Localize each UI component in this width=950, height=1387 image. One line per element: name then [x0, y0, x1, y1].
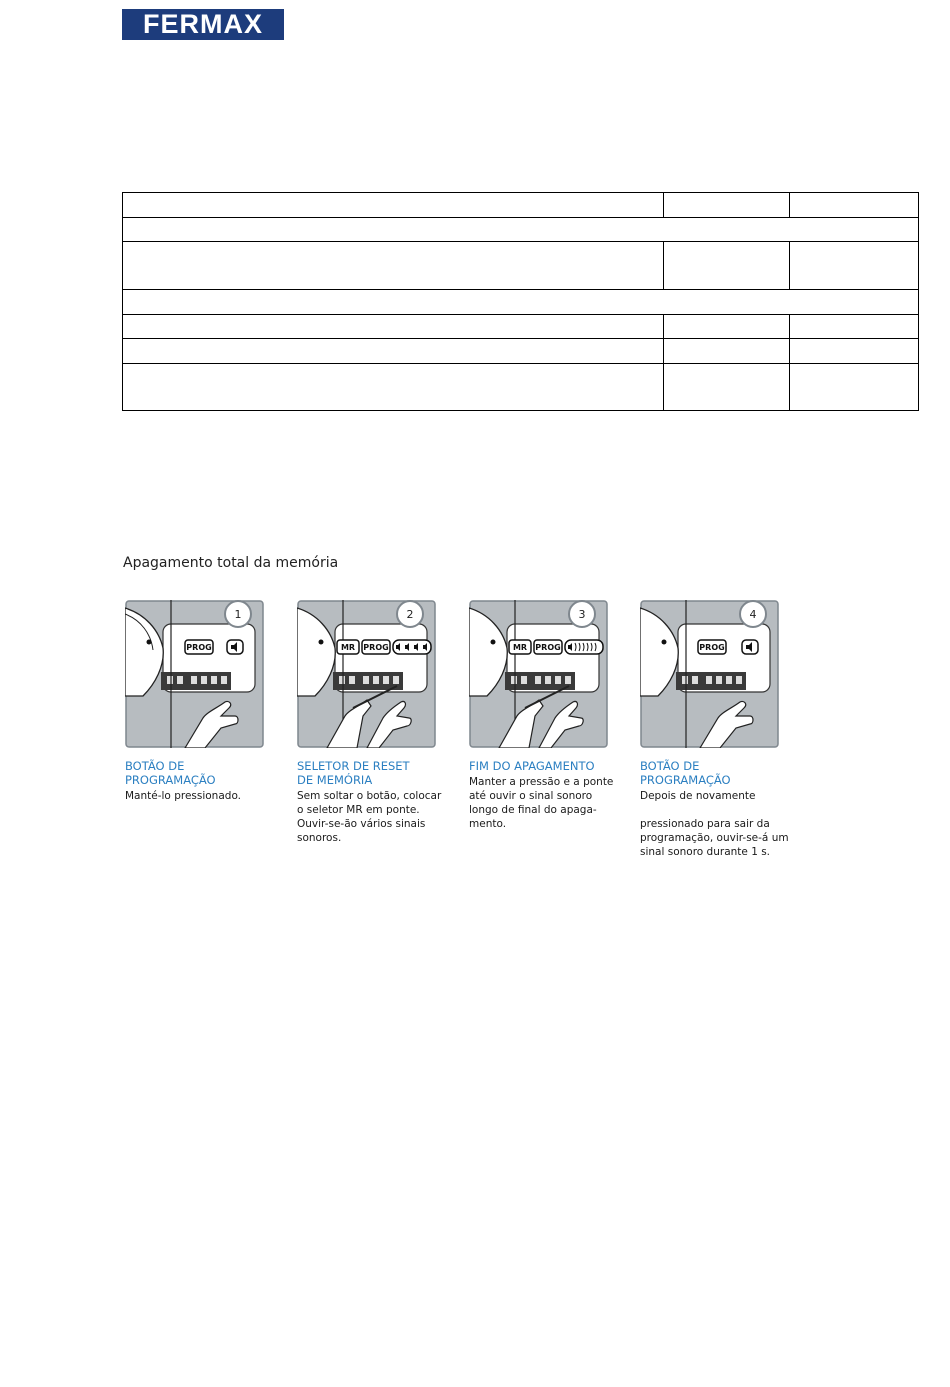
- illustration-svg: [469, 600, 608, 748]
- step-description: Sem soltar o botão, colocar o seletor MR em ponte. Ouvir-se-ão vários sinais sonoros.: [297, 790, 442, 844]
- step-number-badge: 4: [749, 608, 757, 621]
- table-row: [123, 315, 919, 339]
- step-number-badge: 3: [578, 608, 586, 621]
- prog-label: PROG: [186, 643, 212, 652]
- step-2: [297, 600, 457, 845]
- illustration-svg: [125, 600, 264, 748]
- table-row: [123, 242, 919, 290]
- table-row: [123, 193, 919, 218]
- step-illustration: [297, 600, 436, 748]
- step-illustration: [469, 600, 608, 748]
- step-title: BOTÃO DE PROGRAMAÇÃO: [640, 759, 731, 787]
- illustration-svg: [297, 600, 436, 748]
- table-row: [123, 218, 919, 242]
- step-illustration: [125, 600, 264, 748]
- mr-label: MR: [340, 643, 356, 652]
- step-description: Manté-lo pressionado.: [125, 790, 242, 802]
- illustration-svg: [640, 600, 779, 748]
- step-title: BOTÃO DE PROGRAMAÇÃO: [125, 759, 216, 787]
- step-description: Depois de novamente pressionado para sair da programação, ouvir-se-á um sinal sonoro durante 1 s.: [640, 790, 789, 858]
- mr-label: MR: [512, 643, 528, 652]
- table-row: [123, 290, 919, 315]
- table-row: [123, 364, 919, 411]
- prog-label: PROG: [535, 643, 561, 652]
- step-title: FIM DO APAGAMENTO: [469, 759, 595, 773]
- step-number-badge: 1: [234, 608, 242, 621]
- fermax-logo: FERMAX: [122, 9, 284, 40]
- table-row: [123, 339, 919, 364]
- step-4: [640, 600, 800, 859]
- prog-label: PROG: [363, 643, 389, 652]
- step-title: SELETOR DE RESET DE MEMÓRIA: [297, 759, 410, 787]
- step-number-badge: 2: [406, 608, 414, 621]
- step-1: [125, 600, 285, 803]
- spec-table: [122, 192, 919, 411]
- step-description: Manter a pressão e a ponte até ouvir o sinal sonoro longo de final do apaga- mento.: [469, 776, 614, 830]
- section-title: Apagamento total da memória: [123, 555, 339, 571]
- step-3: [469, 600, 629, 831]
- prog-label: PROG: [699, 643, 725, 652]
- step-illustration: [640, 600, 779, 748]
